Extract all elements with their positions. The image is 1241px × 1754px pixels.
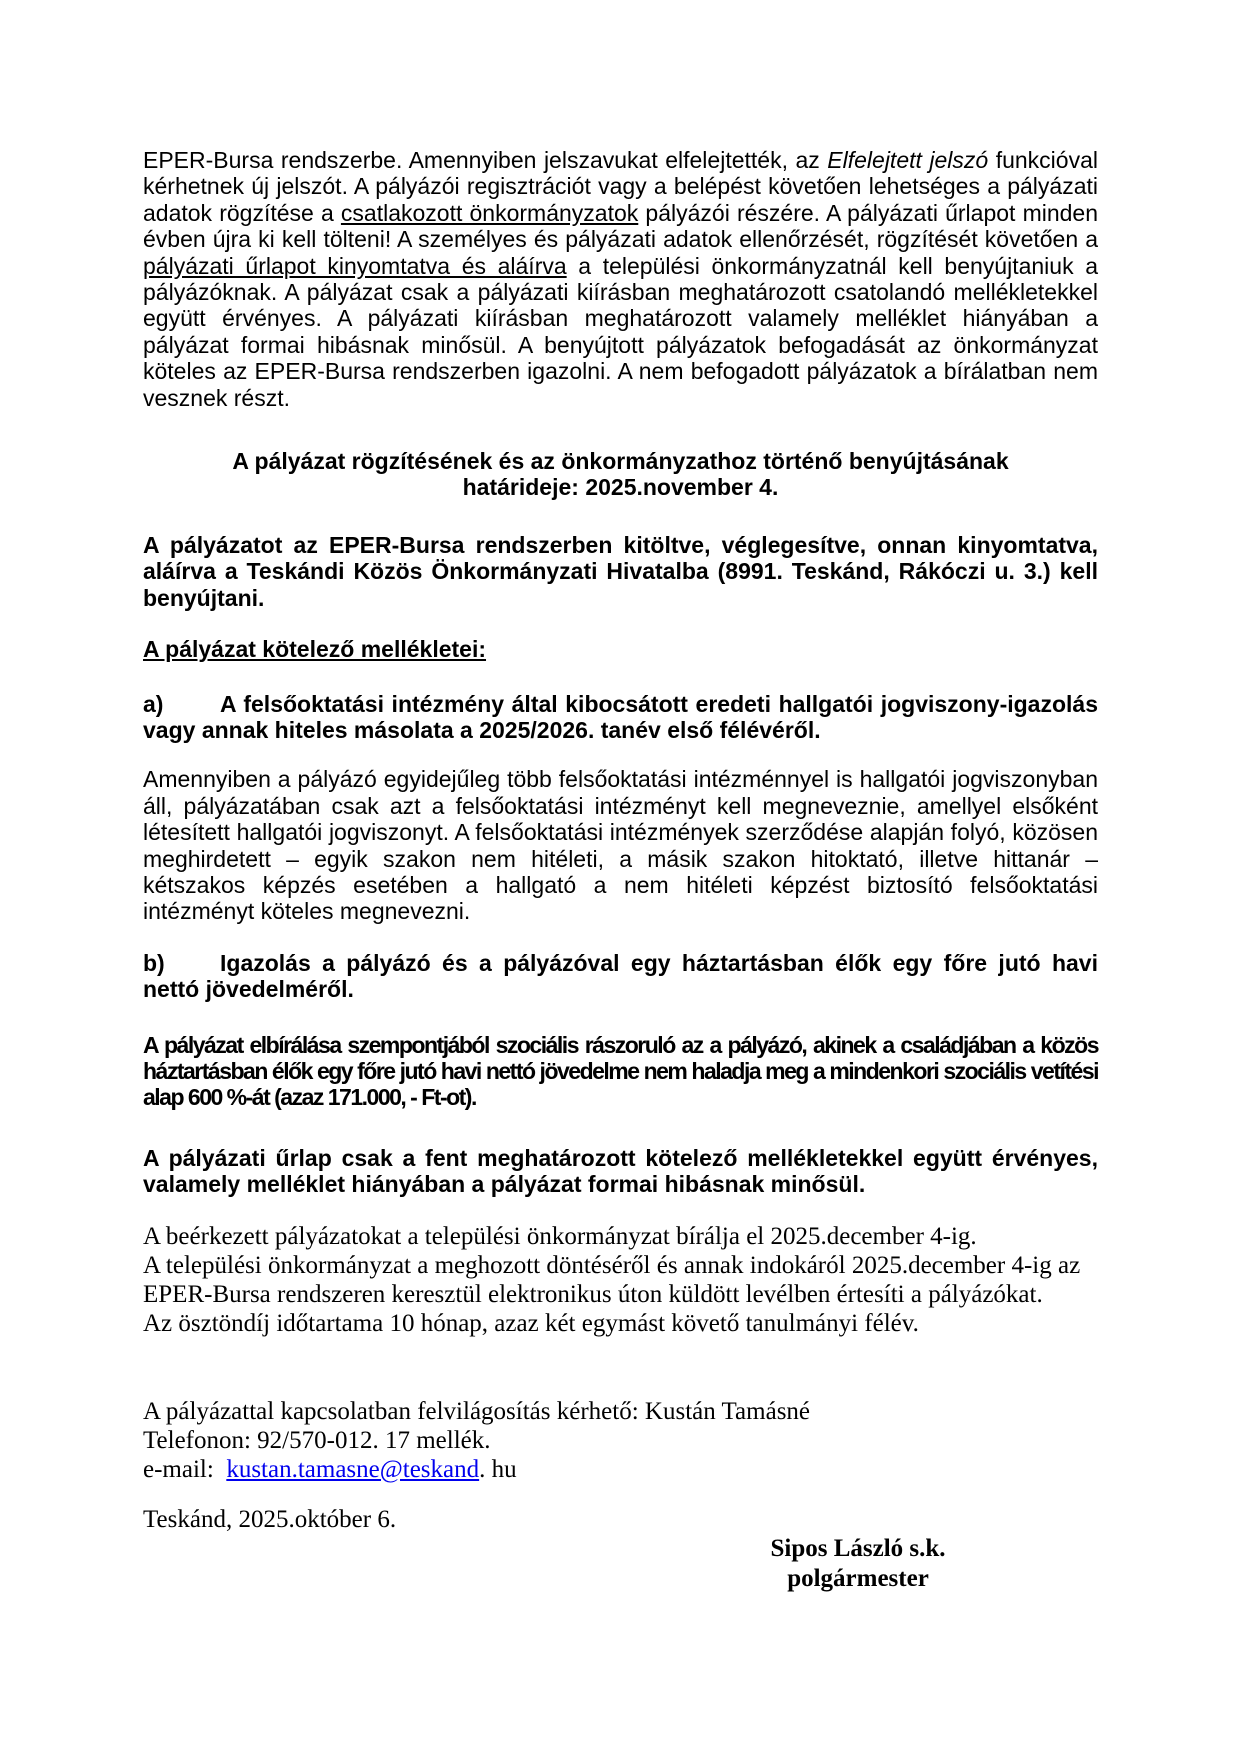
multi-institution-paragraph: Amennyiben a pályázó egyidejűleg több felsőoktatási intézménnyel is hallgatói jogviszonyban áll, pályázatában csak azt a felsőoktatási intézményt kell megneveznie, amellyel elsőként létesített hallgatói jogviszonyt. A felsőoktatási intézmények szerződése alapján folyó, közösen meghirdetett – egyik szakon nem hitéleti, a másik szakon hitoktató, illetve hittanár – kétszakos képzés esetében a hallgató a nem hitéleti képzést biztosító felsőoktatási intézményt köteles megnevezni.: [143, 766, 1098, 925]
contact-email-line: [143, 1455, 1098, 1484]
review-line: A települési önkormányzat a meghozott döntéséről és annak indokáról 2025.december 4-ig az: [143, 1251, 1081, 1279]
contact-phone-line: Telefonon: 92/570-012. 17 mellék.: [143, 1426, 491, 1454]
text-segment: pályázati űrlapot kinyomtatva és aláírva: [143, 252, 567, 279]
attachment-item-a: [143, 691, 1098, 744]
contact-block: [143, 1397, 1098, 1484]
deadline-line-1: A pályázat rögzítésének és az önkormányzathoz történő benyújtásának: [232, 448, 1009, 475]
text-segment: e-mail:: [143, 1455, 227, 1483]
signature-title: polgármester: [787, 1564, 929, 1592]
signature-name: Sipos László s.k.: [770, 1534, 946, 1562]
review-paragraph: [143, 1222, 1098, 1338]
text-segment: a települési önkormányzatnál kell benyújtaniuk a pályázóknak. A pályázat csak a pályázati kiírásban meghatározott csatolandó mellékletekkel együtt érvényes. A pályázati kiírásban meghatározott valamely melléklet hiányában a pályázat formai hibásnak minősül. A benyújtott pályázatok befogadását az önkormányzat köteles az EPER-Bursa rendszerben igazolni. A nem befogadott pályázatok a bírálatban nem vesznek részt.: [143, 252, 1098, 411]
email-link[interactable]: kustan.tamasne@teskand: [226, 1455, 480, 1483]
text-segment: funkcióval kérhetnek új jelszót. A pályázói regisztrációt vagy a belépést követően lehetséges a pályázati adatok rögzítése a: [143, 147, 1098, 226]
form-validity-paragraph: A pályázati űrlap csak a fent meghatározott kötelező mellékletekkel együtt érvényes, valamely melléklet hiányában a pályázat formai hibásnak minősül.: [143, 1144, 1098, 1198]
text-segment: Elfelejtett jelszó: [827, 147, 989, 173]
item-b-text: Igazolás a pályázó és a pályázóval egy háztartásban élők egy főre jutó havi nettó jövedelméről.: [143, 949, 1098, 1003]
attachment-item-b: [143, 950, 1098, 1003]
item-a-label: a): [143, 690, 164, 717]
text-segment: EPER-Bursa rendszerbe. Amennyiben jelszavukat elfelejtették, az: [143, 147, 828, 173]
review-line: A beérkezett pályázatokat a települési önkormányzat bírálja el 2025.december 4-ig.: [143, 1222, 977, 1250]
deadline-heading: [143, 448, 1098, 501]
attachments-heading: A pályázat kötelező mellékletei:: [143, 636, 487, 663]
social-need-paragraph: A pályázat elbírálása szempontjából szociális rászoruló az a pályázó, akinek a családjában a közös háztartásban élők egy főre jutó havi nettó jövedelme nem haladja meg a mindenkori szociális vetítési alap 600 %-át (azaz 171.000, - Ft-ot).: [143, 1031, 1098, 1111]
text-segment: csatlakozott önkormányzatok: [340, 199, 639, 226]
review-line: Az ösztöndíj időtartama 10 hónap, azaz két egymást követő tanulmányi félév.: [143, 1309, 919, 1337]
contact-person-line: A pályázattal kapcsolatban felvilágosítás kérhető: Kustán Tamásné: [143, 1397, 811, 1425]
submission-paragraph: A pályázatot az EPER-Bursa rendszerben kitöltve, véglegesítve, onnan kinyomtatva, aláírva a Teskándi Közös Önkormányzati Hivatalba (8991. Teskánd, Rákóczi u. 3.) kell benyújtani.: [143, 531, 1098, 611]
item-b-label: b): [143, 949, 165, 976]
intro-paragraph: [143, 147, 1098, 411]
signature-block: [643, 1534, 1073, 1594]
text-segment: . hu: [479, 1455, 517, 1483]
attachments-heading-row: [143, 611, 1098, 662]
dateline: Teskánd, 2025.október 6.: [143, 1505, 397, 1533]
item-a-text: A felsőoktatási intézmény által kibocsátott eredeti hallgatói jogviszony-igazolás vagy annak hiteles másolata a 2025/2026. tanév első félévéről.: [143, 690, 1098, 743]
deadline-line-2: határideje: 2025.november 4.: [462, 474, 779, 501]
text-segment: pályázói részére. A pályázati űrlapot minden évben újra ki kell tölteni! A személyes és pályázati adatok ellenőrzését, rögzítését követően a: [143, 199, 1099, 253]
review-line: EPER-Bursa rendszeren keresztül elektronikus úton küldött levélben értesíti a pályázókat.: [143, 1280, 1043, 1308]
